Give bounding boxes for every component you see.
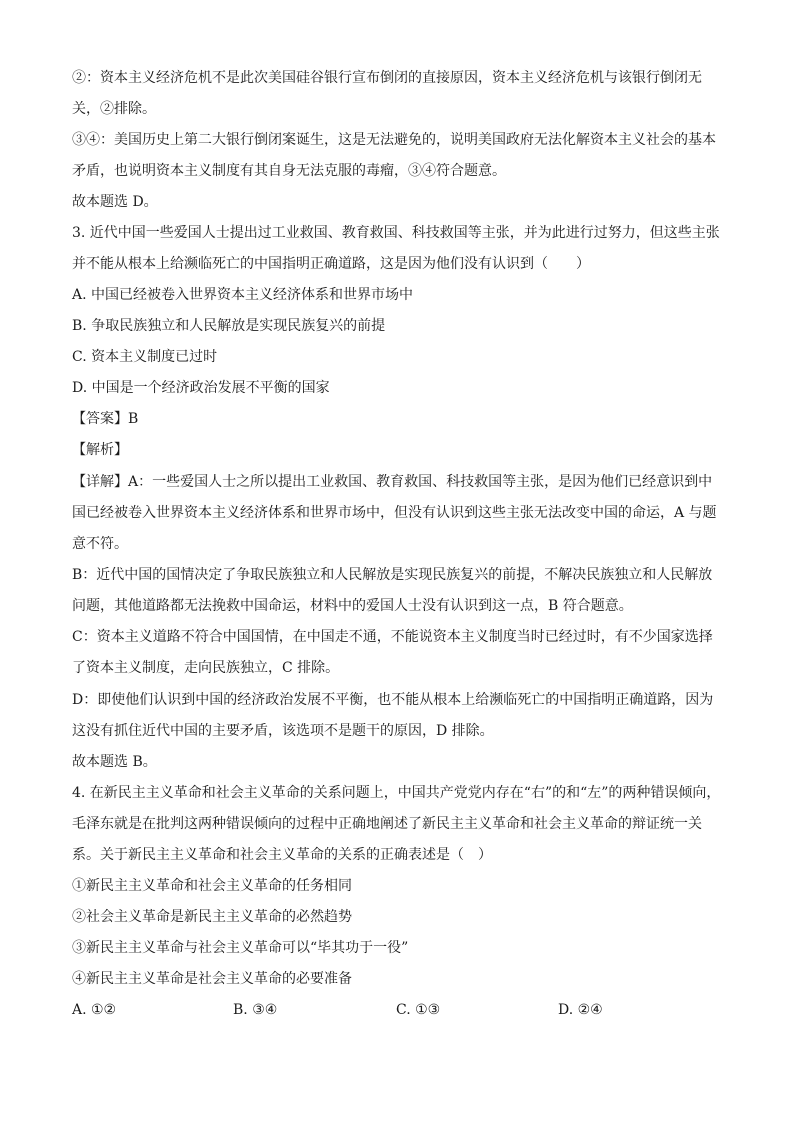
q3-option-a: A. 中国已经被卷入世界资本主义经济体系和世界市场中 bbox=[72, 287, 414, 303]
q4-item-1: ①新民主主义革命和社会主义革命的任务相同 bbox=[72, 878, 352, 894]
q4-stem-line-1: 4. 在新民主主义革命和社会主义革命的关系问题上，中国共产党党内存在“右”的和“左”的两种错误倾向， bbox=[72, 785, 721, 801]
q3-analysis-d-line-2: 这没有抓住近代中国的主要矛盾，该选项不是题干的原因，D 排除。 bbox=[72, 723, 494, 739]
q3-stem-line-2: 并不能从根本上给濒临死亡的中国指明正确道路，这是因为他们没有认识到（ ） bbox=[72, 256, 590, 272]
q3-stem-line-1: 3. 近代中国一些爱国人士提出过工业救国、教育救国、科技救国等主张，并为此进行过努力，但这些主张 bbox=[72, 225, 720, 241]
q3-conclusion: 故本题选 B。 bbox=[72, 754, 157, 770]
q3-option-d: D. 中国是一个经济政治发展不平衡的国家 bbox=[72, 380, 330, 396]
q3-analysis-c-line-1: C：资本主义道路不符合中国国情，在中国走不通，不能说资本主义制度当时已经过时，有不少国家选择 bbox=[72, 629, 713, 645]
q3-analysis-b-line-1: B：近代中国的国情决定了争取民族独立和人民解放是实现民族复兴的前提，不解决民族独立和人民解放 bbox=[72, 567, 713, 583]
q3-analysis-a-line-2: 国已经被卷入世界资本主义经济体系和世界市场中，但没有认识到这些主张无法改变中国的命运，A 与题 bbox=[72, 505, 717, 521]
q3-answer: 【答案】B bbox=[72, 411, 139, 427]
q3-analysis-title: 【解析】 bbox=[72, 442, 128, 458]
q4-item-4: ④新民主主义革命是社会主义革命的必要准备 bbox=[72, 971, 352, 987]
q4-option-c: C. ①③ bbox=[396, 1002, 441, 1018]
q3-analysis-a-line-3: 意不符。 bbox=[72, 536, 128, 552]
q2-conclusion: 故本题选 D。 bbox=[72, 194, 158, 210]
q3-analysis-a-line-1: 【详解】A：一些爱国人士之所以提出工业救国、教育救国、科技救国等主张，是因为他们已经意识到中 bbox=[72, 474, 713, 490]
q4-item-3: ③新民主主义革命与社会主义革命可以“毕其功于一役” bbox=[72, 940, 409, 956]
q4-item-2: ②社会主义革命是新民主主义革命的必然趋势 bbox=[72, 909, 352, 925]
q2-analysis-line-3: ③④：美国历史上第二大银行倒闭案诞生，这是无法避免的，说明美国政府无法化解资本主义社会的基本 bbox=[72, 132, 716, 148]
q4-stem-line-2: 毛泽东就是在批判这两种错误倾向的过程中正确地阐述了新民主主义革命和社会主义革命的辩证统一关 bbox=[72, 816, 702, 832]
q3-analysis-d-line-1: D：即使他们认识到中国的经济政治发展不平衡，也不能从根本上给濒临死亡的中国指明正确道路，因为 bbox=[72, 692, 714, 708]
q2-analysis-line-4: 矛盾，也说明资本主义制度有其自身无法克服的毒瘤，③④符合题意。 bbox=[72, 163, 506, 179]
q4-option-a: A. ①② bbox=[72, 1002, 117, 1018]
q3-option-c: C. 资本主义制度已过时 bbox=[72, 349, 218, 365]
q2-analysis-line-2: 关，②排除。 bbox=[72, 101, 156, 117]
q4-option-d: D. ②④ bbox=[558, 1002, 603, 1018]
q4-stem-line-3: 系。关于新民主主义革命和社会主义革命的关系的正确表述是（ ） bbox=[72, 847, 492, 863]
q2-analysis-line-1: ②：资本主义经济危机不是此次美国硅谷银行宣布倒闭的直接原因，资本主义经济危机与该银行倒闭无 bbox=[72, 70, 702, 86]
q3-option-b: B. 争取民族独立和人民解放是实现民族复兴的前提 bbox=[72, 318, 386, 334]
q4-option-b: B. ③④ bbox=[233, 1002, 278, 1018]
q3-analysis-b-line-2: 问题，其他道路都无法挽救中国命运，材料中的爱国人士没有认识到这一点，B 符合题意。 bbox=[72, 598, 633, 614]
q3-analysis-c-line-2: 了资本主义制度，走向民族独立，C 排除。 bbox=[72, 660, 340, 676]
